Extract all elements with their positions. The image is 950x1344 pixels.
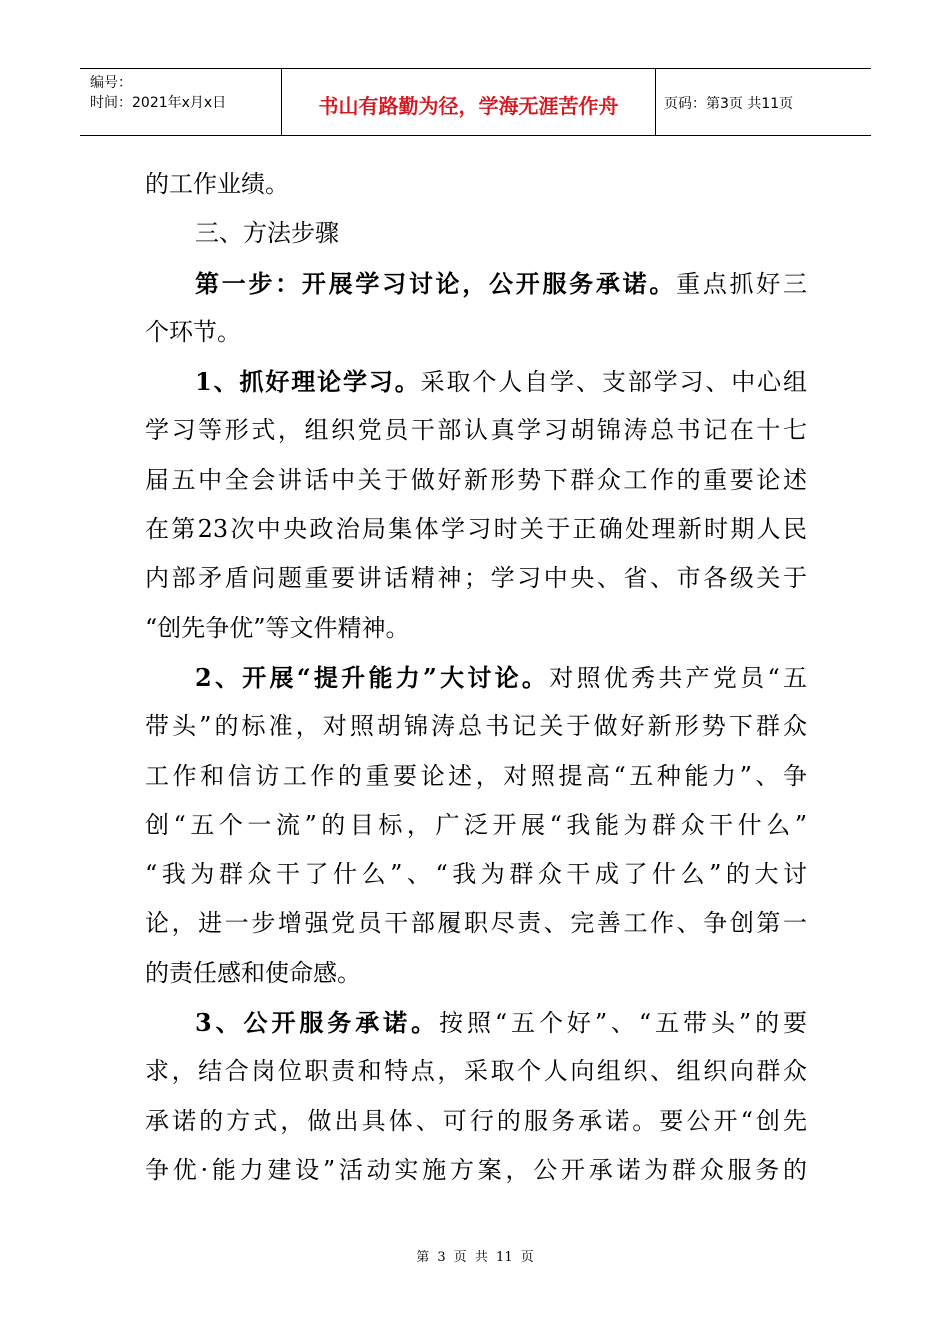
item-heading-line [145,653,807,702]
text-span: 采取个人自学、支部学习、中心组 [420,368,808,397]
text-line: 学习等形式，组织党员干部认真学习胡锦涛总书记在十七 [145,416,807,445]
text-line: “创先争优”等文件精神。 [145,613,410,642]
text-line: 届五中全会讲话中关于做好新形势下群众工作的重要论述 [145,465,807,494]
text-line: 个环节。 [145,317,241,346]
time-label: 时间：2021年x月x日 [90,95,227,111]
text-line: 争优·能力建设”活动实施方案，公开承诺为群众服务的 [145,1155,807,1184]
text-line: 内部矛盾问题重要讲话精神；学习中央、省、市各级关于 [145,564,807,593]
item-heading-line [145,998,807,1047]
text-line: “我为群众干了什么”、“我为群众干成了什么”的大讨 [145,860,807,889]
text-span: 按照“五个好”、“五带头”的要 [439,1009,808,1038]
step-heading-line [145,259,807,308]
header-meta [80,69,282,135]
text-span: 对照优秀共产党员“五 [549,663,807,692]
text-line: 在第23次中央政治局集体学习时关于正确处理新时期人民 [145,515,807,544]
item-heading: 2、开展“提升能力”大讨论。 [195,662,550,692]
text-line: 的责任感和使命感。 [145,958,361,987]
item-heading: 1、抓好理论学习。 [195,367,421,397]
step-heading: 第一步：开展学习讨论，公开服务承诺。 [195,268,677,298]
text-line: 的工作业绩。 [145,170,289,198]
document-body [145,160,807,1195]
header-page-info: 页码：第3页 共11页 [664,96,794,112]
text-line: 承诺的方式，做出具体、可行的服务承诺。要公开“创先 [145,1106,807,1135]
text-line: 求，结合岗位职责和特点，采取个人向组织、组织向群众 [145,1057,807,1086]
text-line: 带头”的标准，对照胡锦涛总书记关于做好新形势下群众 [145,712,807,741]
item-heading: 3、公开服务承诺。 [195,1008,440,1038]
header-motto: 书山有路勤为径，学海无涯苦作舟 [282,69,656,135]
section-heading: 三、方法步骤 [195,219,339,248]
page-footer: 第 3 页 共 11 页 [416,1250,534,1265]
text-span: 重点抓好三 [676,269,808,298]
text-line: 论，进一步增强党员干部履职尽责、完善工作、争创第一 [145,909,807,938]
text-line: 工作和信访工作的重要论述，对照提高“五种能力”、争 [145,761,807,790]
item-heading-line [145,357,807,406]
page-header [80,68,871,136]
number-label: 编号： [90,75,132,91]
text-line: 创“五个一流”的目标，广泛开展“我能为群众干什么” [145,810,807,839]
